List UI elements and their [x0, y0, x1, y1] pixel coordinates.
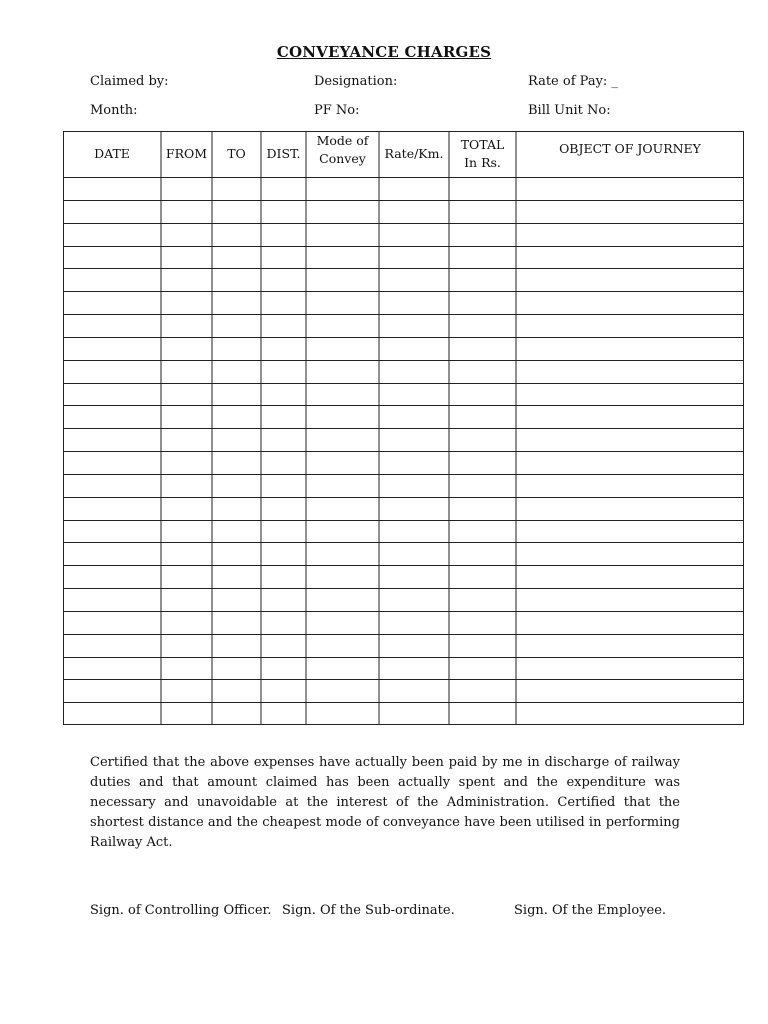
- header-dist: DIST.: [266, 146, 301, 161]
- journey-table-grid: [63, 131, 744, 725]
- pf-no-label: PF No:: [314, 103, 360, 118]
- header-mode-line2: Convey: [319, 151, 366, 166]
- bill-unit-label: Bill Unit No:: [528, 103, 611, 118]
- form-title: CONVEYANCE CHARGES: [276, 43, 492, 61]
- sign-subordinate: Sign. Of the Sub-ordinate.: [282, 903, 455, 918]
- sign-employee: Sign. Of the Employee.: [514, 903, 667, 918]
- header-total: [449, 131, 516, 177]
- sign-controlling-officer: Sign. of Controlling Officer.: [90, 903, 272, 918]
- header-mode-of-convey: [306, 131, 379, 177]
- header-mode-line1: Mode of: [316, 133, 369, 148]
- designation-label: Designation:: [314, 74, 398, 89]
- month-label: Month:: [90, 103, 138, 118]
- header-rate-per-km: Rate/Km.: [384, 146, 444, 161]
- header-total-line2: In Rs.: [464, 155, 501, 170]
- header-from: FROM: [165, 146, 208, 161]
- header-object-of-journey: OBJECT OF JOURNEY: [559, 141, 701, 156]
- header-to: TO: [227, 146, 246, 161]
- header-date: DATE: [94, 146, 130, 161]
- certification-text: Certified that the above expenses have actually been paid by me in discharge of railway duties and that amount claimed has been actually spent and the expenditure was necessary and unavoidable at the interest of the Administration. Certified that the shortest distance and the cheapest mode of conveyance have been utilised in performing Railway Act.: [90, 755, 680, 850]
- rate-of-pay-label: Rate of Pay: _: [528, 74, 618, 89]
- claimed-by-label: Claimed by:: [90, 74, 169, 89]
- header-total-line1: TOTAL: [460, 137, 505, 152]
- journey-table: [63, 131, 744, 725]
